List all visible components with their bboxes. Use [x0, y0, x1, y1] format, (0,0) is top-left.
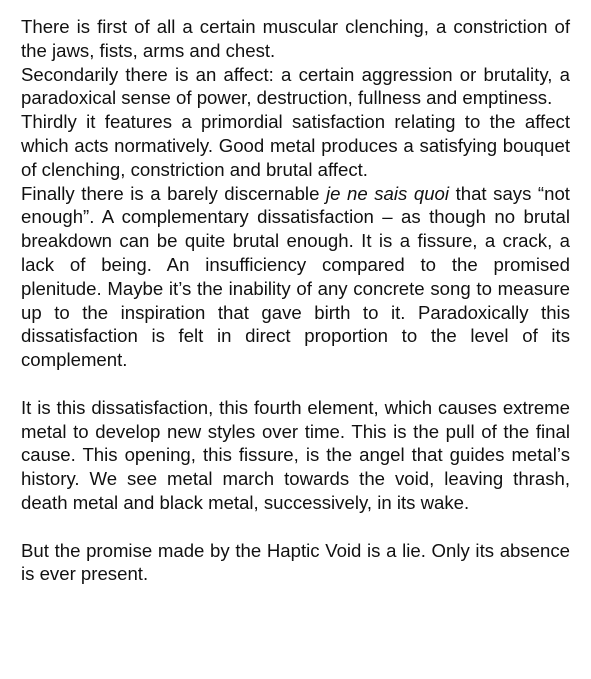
paragraph-dissatisfaction: [21, 182, 570, 372]
paragraph-dissatisfaction-text-end: that says “not enough”. A complementary dissatisfaction – as though no brutal breakdown can be quite brutal enough. It is a fissure, a crack, a lack of being. An insufficiency compared to the promised plenitude. Maybe it’s the inability of any concrete song to measure up to the inspiration that gave birth to it. Paradoxically this dissatisfaction is felt in direct proportion to the level of its complement.: [21, 182, 570, 371]
italic-phrase: je ne sais quoi: [325, 182, 450, 204]
paragraph-affect: Secondarily there is an affect: a certain aggression or brutality, a paradoxical sense of power, destruction, fullness and emptiness.: [21, 63, 570, 109]
paragraph-haptic-void: But the promise made by the Haptic Void is a lie. Only its absence is ever present.: [21, 539, 570, 585]
document-body: [21, 15, 570, 586]
paragraph-fourth-element: It is this dissatisfaction, this fourth element, which causes extreme metal to develop new styles over time. This is the pull of the final cause. This opening, this fissure, is the angel that guides metal’s history. We see metal march towards the void, leaving thrash, death metal and black metal, successively, in its wake.: [21, 396, 570, 513]
paragraph-dissatisfaction-text-start: Finally there is a barely discernable: [21, 182, 326, 204]
paragraph-clenching: There is first of all a certain muscular clenching, a constriction of the jaws, fists, arms and chest.: [21, 16, 570, 61]
paragraph-spacer: [21, 372, 570, 396]
paragraph-satisfaction: Thirdly it features a primordial satisfaction relating to the affect which acts normatively. Good metal produces a satisfying bouquet of clenching, constriction and brutal affect.: [21, 111, 570, 180]
paragraph-spacer: [21, 515, 570, 539]
